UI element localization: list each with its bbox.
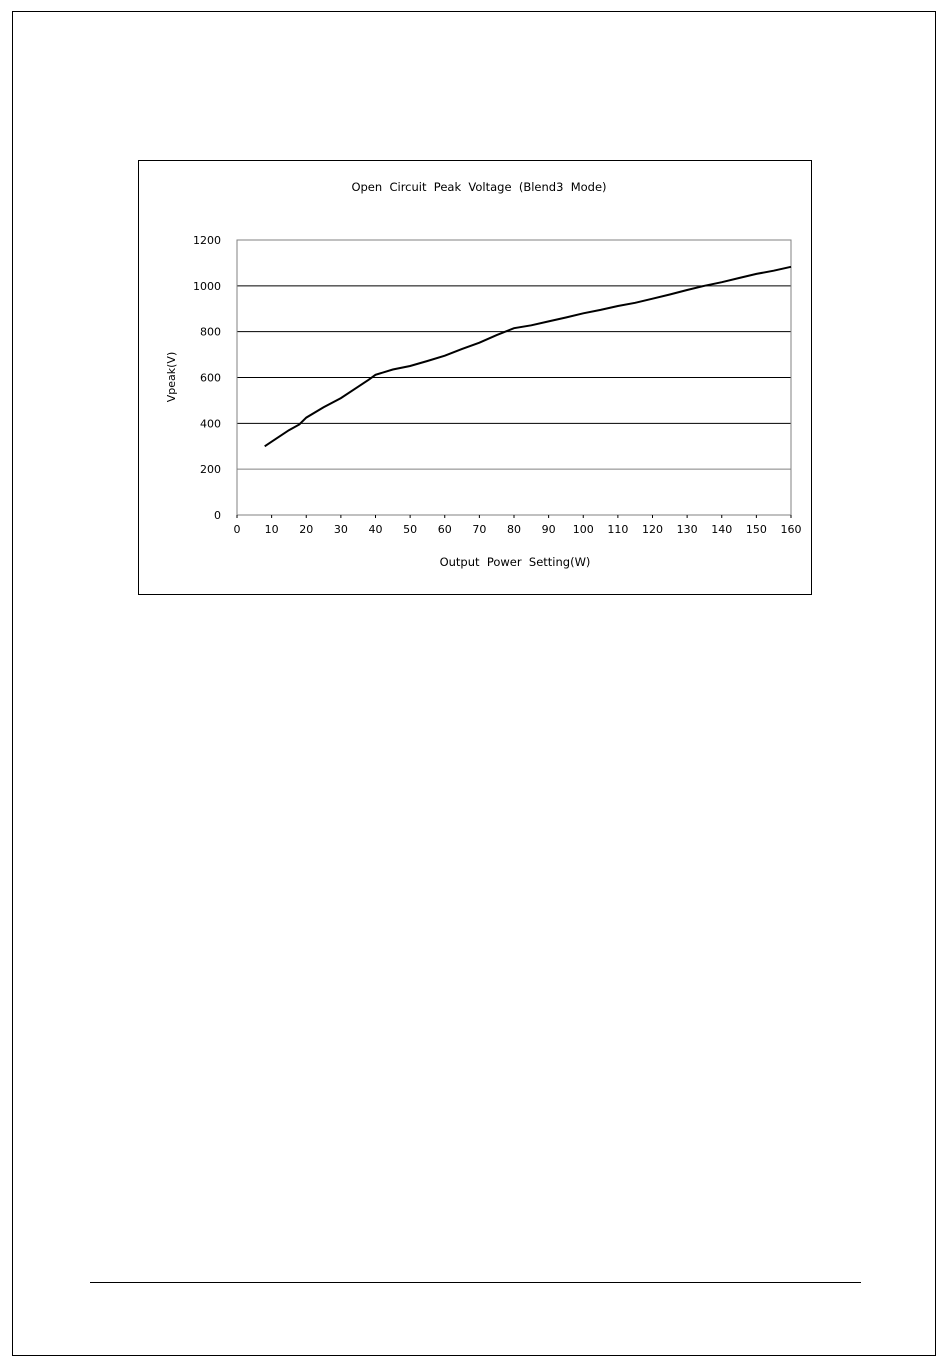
y-tick-label: 200 [200,463,221,477]
x-tick-label: 40 [368,523,383,536]
y-tick-label: 0 [214,509,221,522]
x-tick-label: 130 [676,523,698,536]
x-tick-label: 160 [780,523,802,536]
x-tick-label: 0 [233,523,241,536]
x-tick-label: 90 [541,523,556,536]
x-tick-label: 140 [711,523,733,536]
x-tick-label: 10 [264,523,279,536]
x-tick-label: 50 [403,523,418,536]
x-tick-label: 60 [437,523,452,536]
y-tick-label: 1200 [193,234,221,247]
y-tick-label: 400 [200,417,221,431]
x-tick-label: 20 [299,523,314,536]
y-tick-label: 800 [200,325,221,339]
chart-title: Open Circuit Peak Voltage (Blend3 Mode) [351,180,607,194]
x-tick-label: 80 [507,523,521,536]
line-chart [139,161,811,594]
series-line [265,267,791,447]
x-axis-label: Output Power Setting(W) [439,555,591,569]
x-tick-label: 70 [472,523,487,536]
x-tick-label: 30 [333,523,348,536]
y-tick-label: 1000 [193,279,221,293]
chart-frame [138,160,812,595]
y-tick-label: 600 [200,371,221,385]
x-tick-label: 120 [642,523,663,536]
y-axis-label: Vpeak(V) [165,351,178,403]
x-tick-label: 110 [607,523,629,536]
x-tick-label: 150 [745,523,767,536]
axis-ticks [193,234,802,536]
grid-lines [237,286,791,469]
x-tick-label: 100 [572,523,594,536]
footer-rule [90,1282,861,1283]
